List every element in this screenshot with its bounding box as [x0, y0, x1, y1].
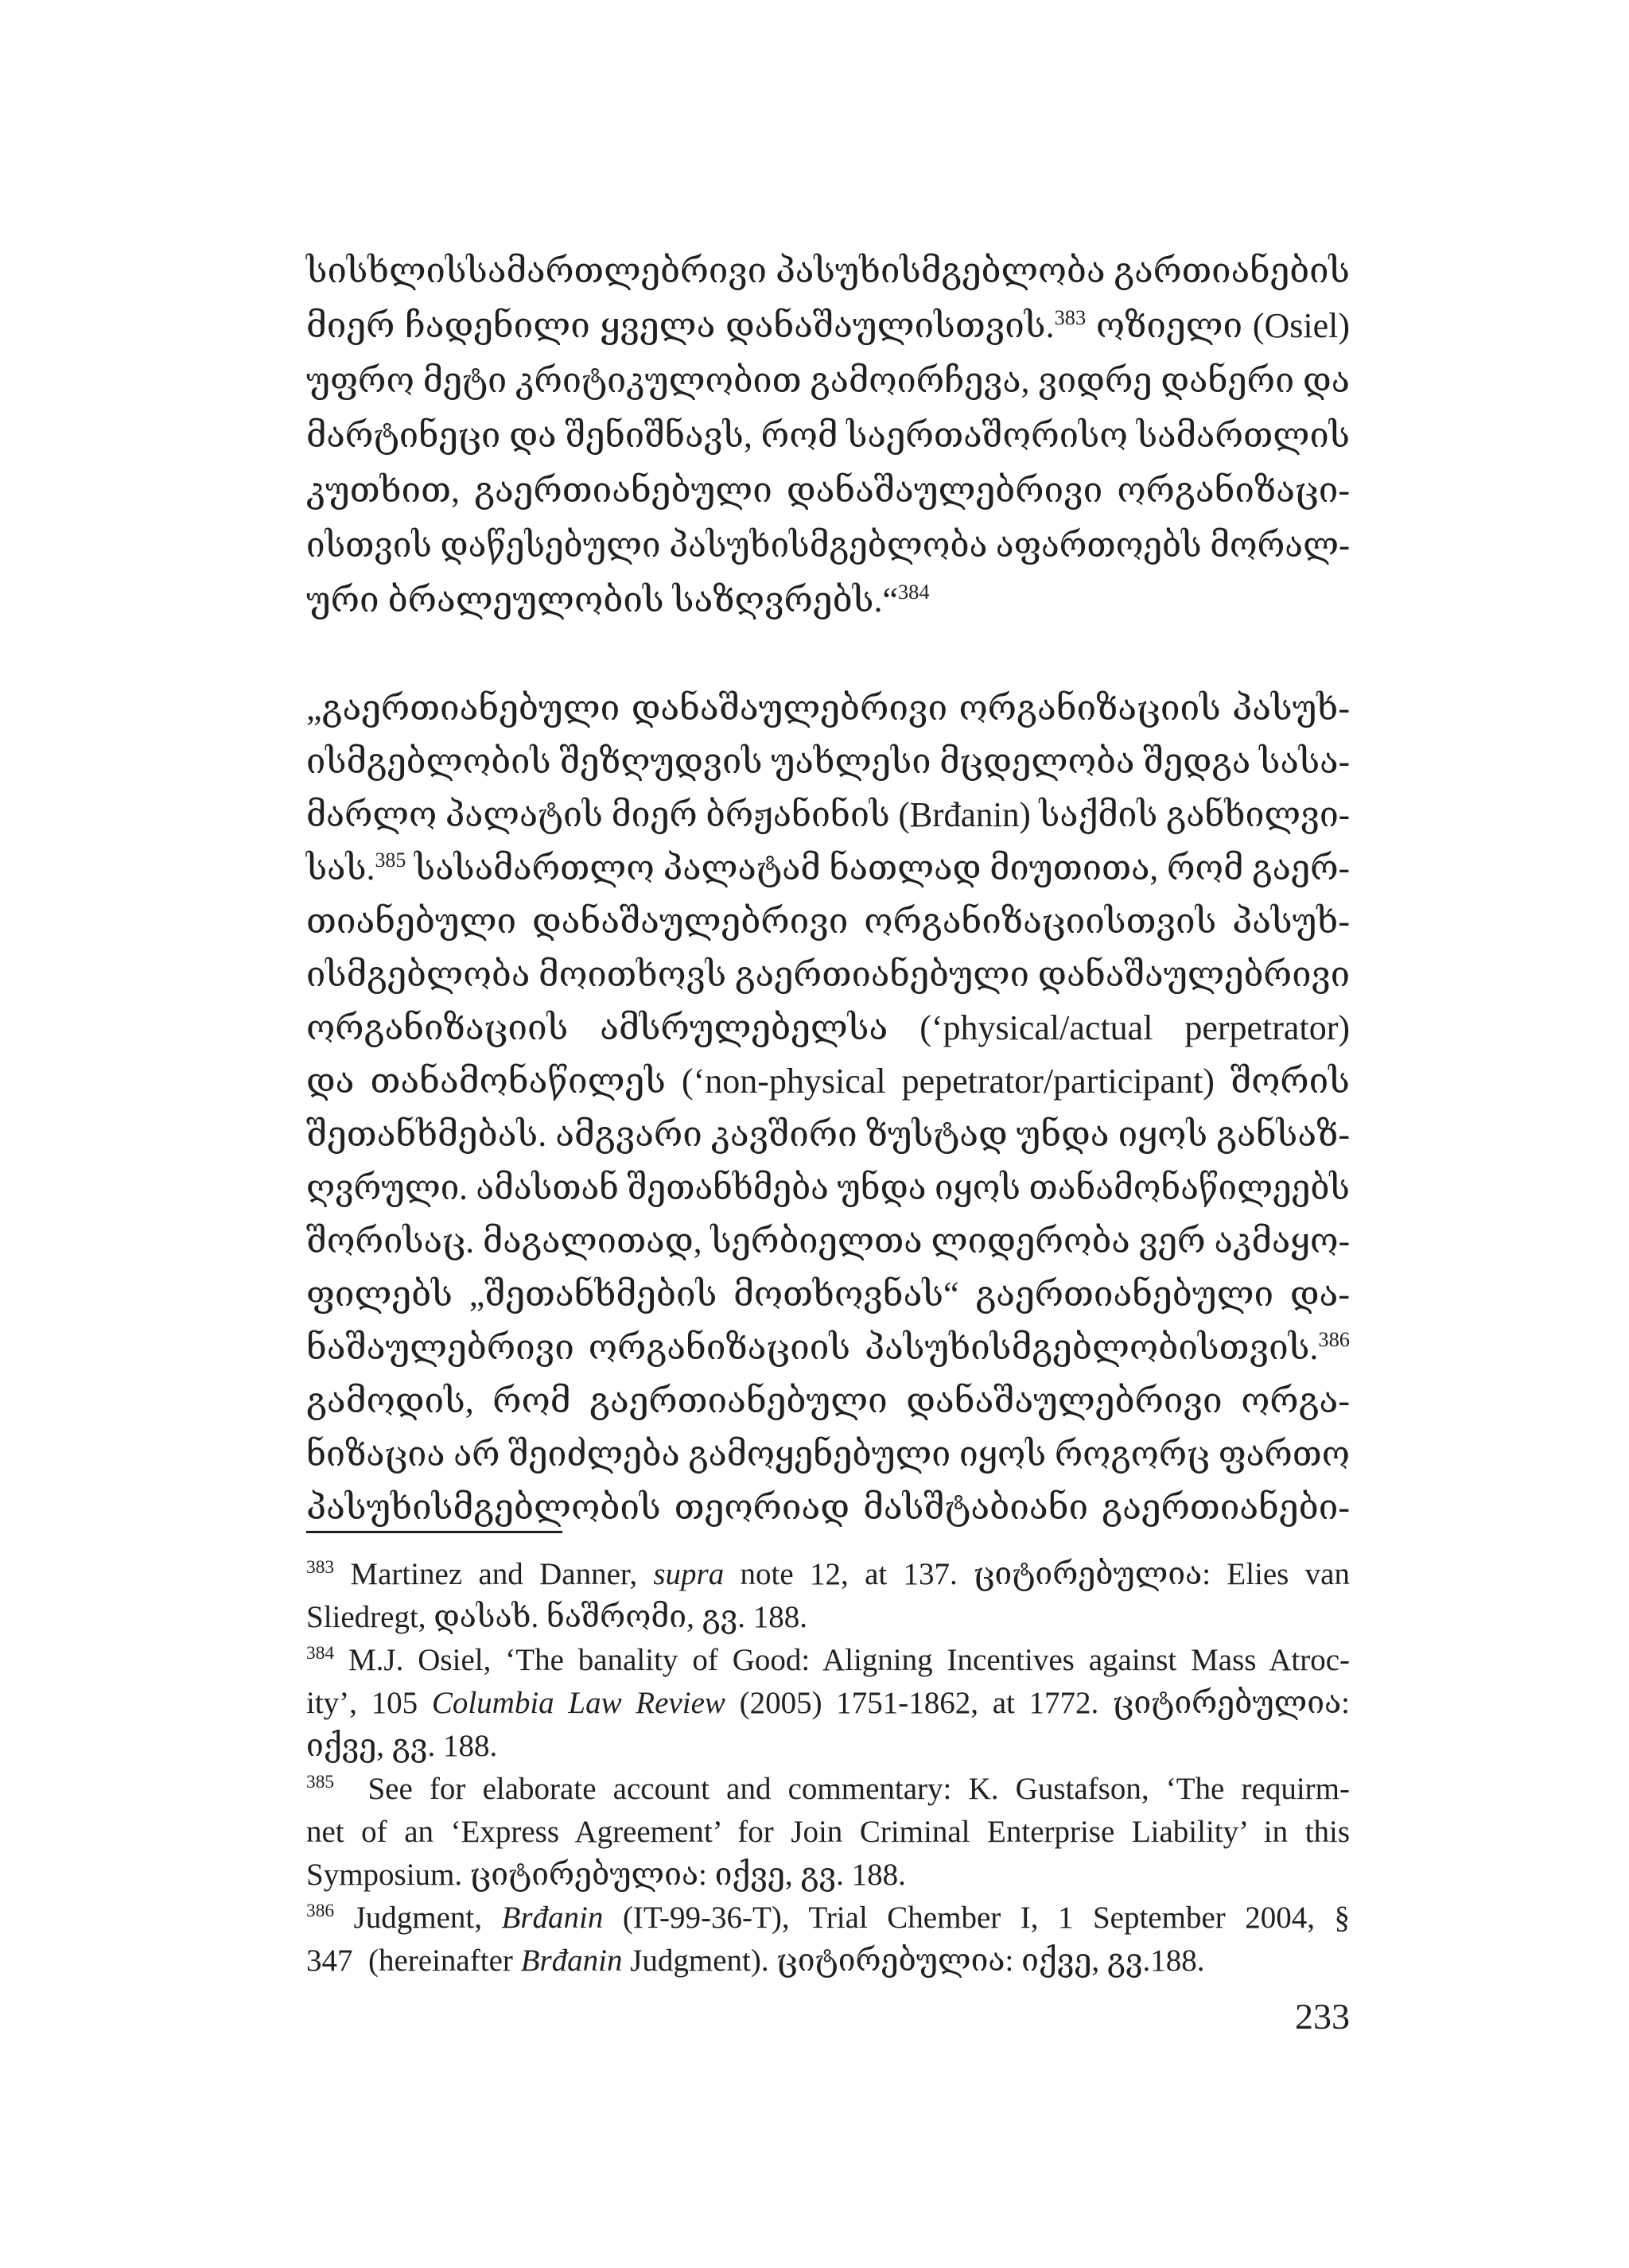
footnote-line-content: Sliedregt, დასახ. ნაშრომი, გვ. 188.	[306, 1600, 808, 1634]
footnote-line-content	[306, 1682, 1350, 1725]
text-line-content: და თანამონაწილეს (‘non-physical pepetrator/participant) შორის	[306, 1062, 1350, 1101]
text-line	[306, 1054, 1350, 1108]
text-segment: ნაშაულებრივი ორგანიზაციის პასუხისმგებლობისთვის.	[306, 1328, 1319, 1367]
footnote-line	[306, 1553, 1350, 1596]
text-segment: ოზიელი (Osiel)	[1086, 306, 1350, 345]
footnote-number: 384	[306, 1642, 335, 1664]
footnote-reference: 385	[375, 848, 406, 872]
footnote-number: 385	[306, 1771, 335, 1792]
text-line-content: ღვრული. ამასთან შეთანხმება უნდა იყოს თანამონაწილეებს	[306, 1168, 1350, 1207]
text-line	[306, 518, 1350, 573]
footnote-line	[306, 1811, 1350, 1854]
text-segment: Judgment). ციტირებულია: იქვე, გვ.188.	[622, 1944, 1205, 1978]
text-line-content: გამოდის, რომ გაერთიანებული დანაშაულებრივი ორგა-	[306, 1381, 1350, 1420]
footnote-reference: 386	[1318, 1327, 1350, 1352]
text-line	[306, 1214, 1350, 1268]
text-line	[306, 1374, 1350, 1427]
text-line	[306, 1108, 1350, 1161]
text-line-content: პასუხისმგებლობის თეორიად მასშტაბიანი გაერთიანები-	[306, 1488, 1350, 1527]
text-line-content: კუთხით, გაერთიანებული დანაშაულებრივი ორგანიზაცი-	[306, 471, 1350, 510]
text-line-content: ორგანიზაციის ამსრულებელსა (‘physical/actual perpetrator)	[306, 1008, 1350, 1047]
footnote-line	[306, 1682, 1350, 1725]
text-line-content: ნიზაცია არ შეიძლება გამოყენებული იყოს როგორც ფართო	[306, 1435, 1350, 1474]
italic-segment: Columbia Law Review	[431, 1686, 725, 1720]
text-line	[306, 788, 1350, 841]
text-line-content	[306, 298, 1350, 353]
text-line	[306, 682, 1350, 735]
text-line	[306, 408, 1350, 463]
text-segment: სასამართლო პალატამ ნათლად მიუთითა, რომ გაერ-	[406, 849, 1350, 887]
text-segment: ური ბრალეულობის საზღვრებს.“	[306, 581, 898, 619]
footnote-line	[306, 1596, 1350, 1639]
text-line-content: მარტინეცი და შენიშნავს, რომ საერთაშორისო სამართლის	[306, 416, 1350, 455]
text-line	[306, 463, 1350, 518]
text-segment: 347 (hereinafter	[306, 1944, 521, 1978]
footnote-line	[306, 1639, 1350, 1682]
text-line	[306, 1001, 1350, 1054]
footnote-line-content	[306, 1639, 1350, 1682]
text-segment: მიერ ჩადენილი ყველა დანაშაულისთვის.	[306, 306, 1055, 345]
text-line-content: თიანებული დანაშაულებრივი ორგანიზაციისთვის პასუხ-	[306, 902, 1350, 941]
text-line	[306, 1321, 1350, 1374]
text-line	[306, 353, 1350, 408]
text-line	[306, 573, 1350, 627]
footnote-separator	[306, 1531, 562, 1533]
body-paragraph	[306, 682, 1350, 1534]
footnote-reference: 384	[897, 580, 930, 604]
italic-segment: Brđanin	[520, 1944, 623, 1978]
footnote-line-content	[306, 1553, 1350, 1596]
footnote-line	[306, 1725, 1350, 1768]
footnote-reference: 383	[1054, 305, 1087, 330]
footnote-line	[306, 1854, 1350, 1897]
footnote-line-content	[306, 1768, 1350, 1811]
text-segment: (IT-99-36-T), Trial Chember I, 1 September 2004, §	[603, 1901, 1350, 1935]
text-line-content: ისმგებლობა მოითხოვს გაერთიანებული დანაშაულებრივი	[306, 955, 1350, 994]
footnotes	[306, 1553, 1350, 1983]
text-line	[306, 895, 1350, 948]
text-line-content: სისხლისსამართლებრივი პასუხისმგებლობა გართიანების	[306, 251, 1350, 290]
text-segment: სას.	[306, 849, 375, 887]
text-segment: See for elaborate account and commentary: K. Gustafson, ‘The requirm-	[334, 1772, 1350, 1806]
text-line-content: მარლო პალატის მიერ ბრჟანინის (Brđanin) საქმის განხილვი-	[306, 795, 1350, 834]
text-line	[306, 1481, 1350, 1534]
footnote-line	[306, 1940, 1350, 1983]
text-line-content: ფილებს „შეთანხმების მოთხოვნას“ გაერთიანებული და-	[306, 1275, 1350, 1314]
footnote-line-content: იქვე, გვ. 188.	[306, 1729, 498, 1763]
text-segment: note 12, at 137. ციტირებულია: Elies van	[724, 1557, 1350, 1591]
italic-segment: Brđanin	[501, 1901, 604, 1935]
text-line-content: შორისაც. მაგალითად, სერბიელთა ლიდერობა ვერ აკმაყო-	[306, 1221, 1350, 1260]
text-segment: Judgment,	[334, 1901, 502, 1935]
footnote-number: 386	[306, 1900, 335, 1921]
text-segment: ity’, 105	[306, 1686, 432, 1720]
text-line	[306, 1268, 1350, 1321]
text-line-content	[306, 841, 1350, 895]
footnote-line-content: Symposium. ციტირებულია: იქვე, გვ. 188.	[306, 1858, 906, 1892]
text-line	[306, 243, 1350, 298]
body-paragraph	[306, 243, 1350, 627]
footnote-line	[306, 1768, 1350, 1811]
footnote-line-content: net of an ‘Express Agreement’ for Join Criminal Enterprise Liability’ in this	[306, 1815, 1350, 1849]
footnote-line-content	[306, 1897, 1350, 1940]
text-line-content: ისმგებლობის შეზღუდვის უახლესი მცდელობა შედგა სასა-	[306, 742, 1350, 781]
text-line	[306, 298, 1350, 353]
text-segment: M.J. Osiel, ‘The banality of Good: Aligning Incentives against Mass Atroc-	[334, 1643, 1350, 1677]
text-line-content: შეთანხმებას. ამგვარი კავშირი ზუსტად უნდა იყოს განსაზ-	[306, 1115, 1350, 1154]
italic-segment: supra	[653, 1557, 725, 1591]
text-line	[306, 1427, 1350, 1481]
text-line	[306, 841, 1350, 895]
footnote-line-content	[306, 1940, 1205, 1983]
text-line-content: „გაერთიანებული დანაშაულებრივი ორგანიზაციის პასუხ-	[306, 689, 1350, 728]
text-line-content: უფრო მეტი კრიტიკულობით გამოირჩევა, ვიდრე დანერი და	[306, 361, 1350, 400]
footnote-line	[306, 1897, 1350, 1940]
page-number: 233	[1295, 1996, 1350, 2037]
text-line-content	[306, 573, 930, 627]
text-line-content: ისთვის დაწესებული პასუხისმგებლობა აფართოებს მორალ-	[306, 526, 1350, 565]
text-segment: (2005) 1751-1862, at 1772. ციტირებულია:	[725, 1686, 1350, 1720]
footnote-number: 383	[306, 1556, 335, 1578]
text-line	[306, 735, 1350, 788]
text-segment: Martinez and Danner,	[334, 1557, 654, 1591]
text-line	[306, 948, 1350, 1001]
text-line	[306, 1161, 1350, 1214]
text-line-content	[306, 1321, 1350, 1374]
